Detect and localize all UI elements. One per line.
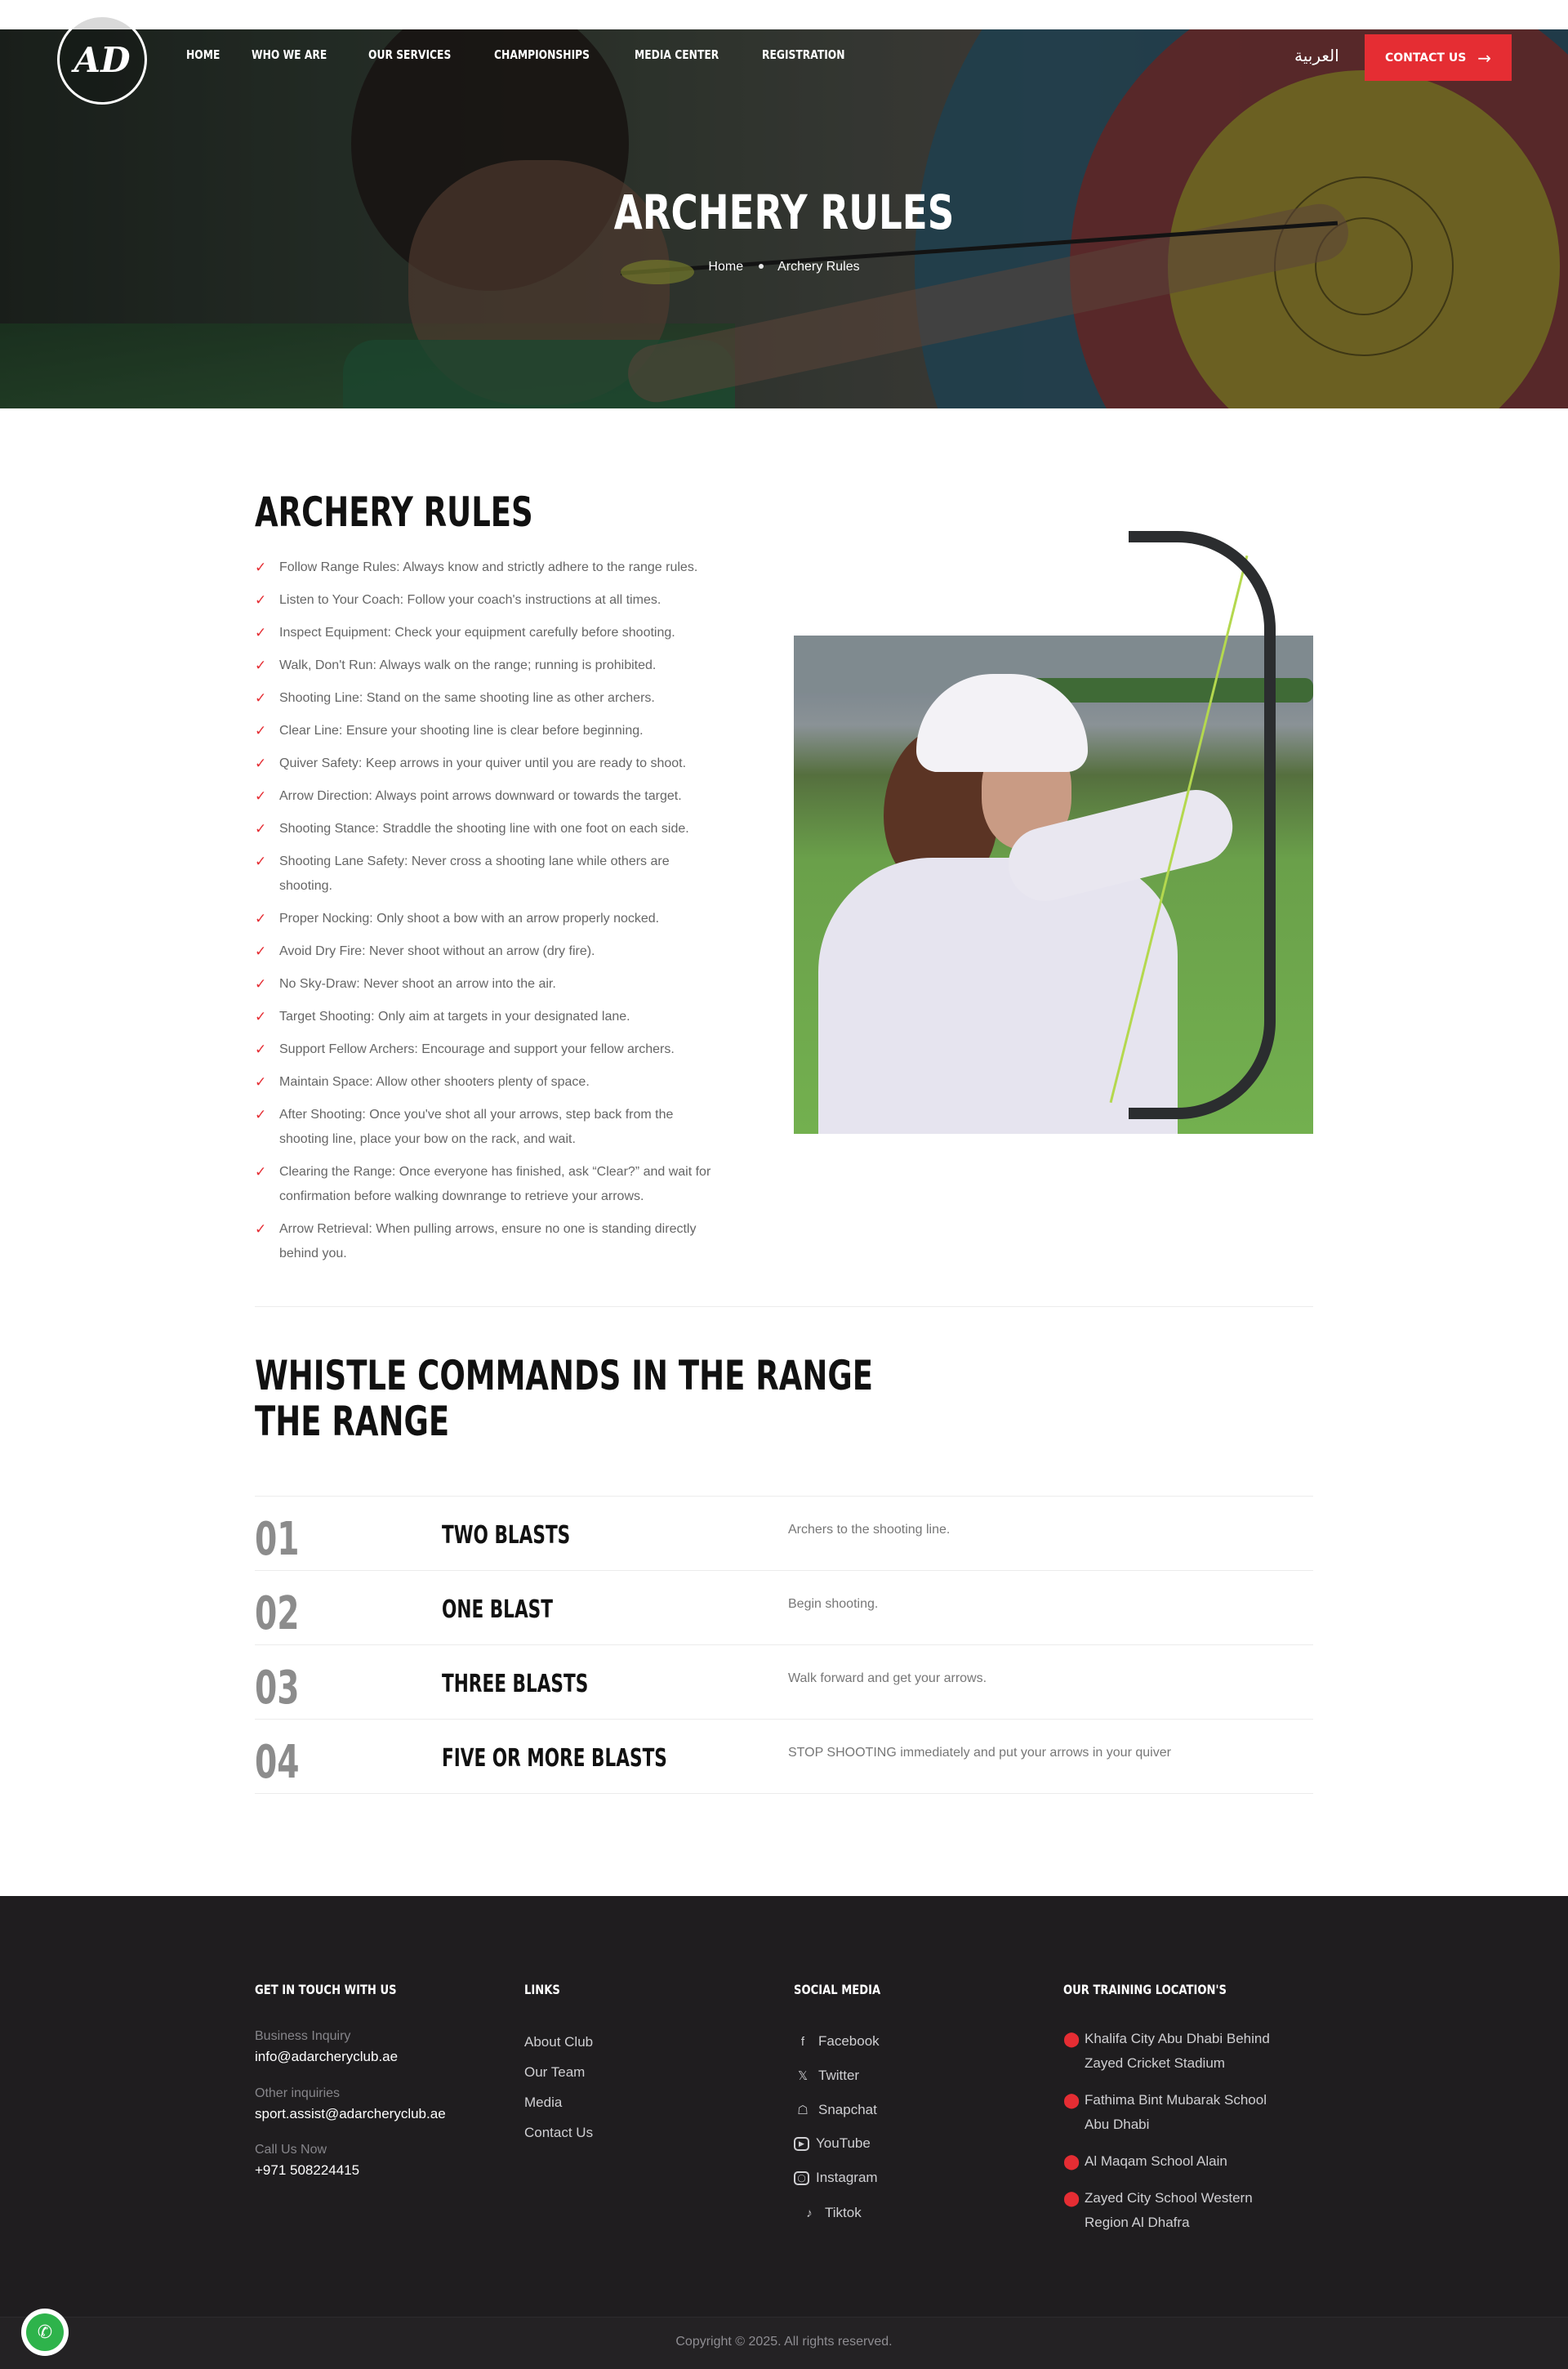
location-item: ⬤ Fathima Bint Mubarak School Abu Dhabi xyxy=(1063,2088,1284,2137)
rules-title: ARCHERY RULES xyxy=(255,489,533,536)
list-item: ✓ Arrow Direction: Always point arrows downward or towards the target. xyxy=(255,784,720,809)
check-icon: ✓ xyxy=(255,756,267,771)
footer-link-about-club[interactable]: About Club xyxy=(524,2034,594,2050)
footer-link-media[interactable]: Media xyxy=(524,2095,563,2110)
list-item: ✓ Follow Range Rules: Always know and strictly adhere to the range rules. xyxy=(255,555,720,580)
list-item: ✓ Arrow Retrieval: When pulling arrows, ensure no one is standing directly behind you. xyxy=(255,1217,720,1266)
command-number: 04 xyxy=(255,1736,300,1789)
nav-registration[interactable]: REGISTRATION xyxy=(762,47,845,62)
command-name: THREE BLASTS xyxy=(442,1670,589,1698)
nav-championships[interactable]: CHAMPIONSHIPS xyxy=(493,47,590,62)
footer-social-heading: SOCIAL MEDIA xyxy=(794,1982,881,1997)
logo-mark-icon: AD xyxy=(74,39,131,80)
list-item: ✓ Proper Nocking: Only shoot a bow with an arrow properly nocked. xyxy=(255,907,720,931)
bow-illustration xyxy=(1129,531,1276,1119)
list-item: ✓ Maintain Space: Allow other shooters plenty of space. xyxy=(255,1070,720,1095)
check-icon: ✓ xyxy=(255,911,267,926)
list-item: ✓ After Shooting: Once you've shot all your arrows, step back from the shooting line, place your bow on the rack, and wait. xyxy=(255,1103,720,1152)
arrow-right-icon: → xyxy=(1477,47,1492,68)
section-divider xyxy=(255,1306,1313,1307)
location-pin-icon: ⬤ xyxy=(1063,2190,1080,2206)
command-number: 01 xyxy=(255,1513,300,1566)
check-icon: ✓ xyxy=(255,658,267,673)
whatsapp-icon: ✆ xyxy=(26,2313,64,2351)
check-icon: ✓ xyxy=(255,976,267,992)
footer xyxy=(0,1896,1568,2369)
location-pin-icon: ⬤ xyxy=(1063,2092,1080,2108)
main-nav xyxy=(186,47,863,62)
phone-link[interactable]: +971 508224415 xyxy=(255,2162,360,2178)
check-icon: ✓ xyxy=(255,592,267,608)
location-pin-icon: ⬤ xyxy=(1063,2031,1080,2047)
social-snapchat[interactable]: ☖ Snapchat xyxy=(794,2101,877,2119)
business-email-link[interactable]: info@adarcheryclub.ae xyxy=(255,2049,399,2064)
archer-photo xyxy=(794,515,1313,1134)
other-email-link[interactable]: sport.assist@adarcheryclub.ae xyxy=(255,2106,446,2121)
command-description: Walk forward and get your arrows. xyxy=(788,1671,987,1685)
check-icon: ✓ xyxy=(255,560,267,575)
table-row xyxy=(255,1645,1313,1720)
command-description: Begin shooting. xyxy=(788,1597,879,1611)
breadcrumb-current: Archery Rules xyxy=(777,260,860,274)
tiktok-icon: ♪ xyxy=(806,2206,813,2220)
list-item: ✓ Quiver Safety: Keep arrows in your quiver until you are ready to shoot. xyxy=(255,752,720,776)
location-item: ⬤ Khalifa City Abu Dhabi Behind Zayed Cricket Stadium xyxy=(1063,2027,1284,2076)
location-item: ⬤ Zayed City School Western Region Al Dhafra xyxy=(1063,2186,1284,2235)
check-icon: ✓ xyxy=(255,625,267,640)
table-row xyxy=(255,1720,1313,1794)
social-facebook[interactable]: f Facebook xyxy=(794,2032,880,2050)
nav-home[interactable]: HOME xyxy=(186,47,220,62)
rules-list xyxy=(255,555,720,1274)
social-tiktok[interactable]: ♪ Tiktok xyxy=(800,2204,862,2222)
command-number: 03 xyxy=(255,1662,300,1715)
footer-link-our-team[interactable]: Our Team xyxy=(524,2064,586,2080)
command-name: FIVE OR MORE BLASTS xyxy=(442,1744,667,1773)
table-row xyxy=(255,1497,1313,1571)
copyright-text: Copyright © 2025. All rights reserved. xyxy=(675,2335,893,2349)
command-name: ONE BLAST xyxy=(442,1595,553,1624)
language-switch[interactable]: العربية xyxy=(1294,46,1339,65)
check-icon: ✓ xyxy=(255,1164,267,1180)
list-item: ✓ Shooting Stance: Straddle the shooting line with one foot on each side. xyxy=(255,817,720,841)
table-row xyxy=(255,1571,1313,1645)
check-icon: ✓ xyxy=(255,1074,267,1090)
breadcrumb-separator-icon xyxy=(759,264,764,269)
hero-title: ARCHERY RULES xyxy=(613,185,955,240)
breadcrumb xyxy=(0,260,1568,274)
check-icon: ✓ xyxy=(255,723,267,738)
check-icon: ✓ xyxy=(255,944,267,959)
social-instagram[interactable]: ◯ Instagram xyxy=(794,2170,878,2186)
check-icon: ✓ xyxy=(255,788,267,804)
command-name: TWO BLASTS xyxy=(442,1521,571,1550)
list-item: ✓ Walk, Don't Run: Always walk on the range; running is prohibited. xyxy=(255,654,720,678)
club-logo[interactable] xyxy=(57,15,147,105)
breadcrumb-home[interactable]: Home xyxy=(708,260,744,274)
list-item: ✓ No Sky-Draw: Never shoot an arrow into the air. xyxy=(255,972,720,997)
footer-contact-heading: GET IN TOUCH WITH US xyxy=(255,1982,397,1997)
command-description: STOP SHOOTING immediately and put your arrows in your quiver xyxy=(788,1746,1171,1760)
business-inquiry-label: Business Inquiry xyxy=(255,2029,351,2043)
nav-who-we-are[interactable]: WHO WE ARE xyxy=(252,47,327,62)
list-item: ✓ Shooting Line: Stand on the same shooting line as other archers. xyxy=(255,686,720,711)
check-icon: ✓ xyxy=(255,1221,267,1237)
command-description: Archers to the shooting line. xyxy=(788,1523,951,1537)
snapchat-ghost-icon: ☖ xyxy=(797,2104,808,2117)
check-icon: ✓ xyxy=(255,1107,267,1122)
check-icon: ✓ xyxy=(255,854,267,869)
youtube-icon: ▶ xyxy=(794,2137,809,2151)
other-inquiries-label: Other inquiries xyxy=(255,2086,341,2100)
instagram-icon: ◯ xyxy=(794,2171,809,2185)
list-item: ✓ Avoid Dry Fire: Never shoot without an arrow (dry fire). xyxy=(255,939,720,964)
location-item: ⬤ Al Maqam School Alain xyxy=(1063,2149,1284,2174)
list-item: ✓ Inspect Equipment: Check your equipment carefully before shooting. xyxy=(255,621,720,645)
call-us-label: Call Us Now xyxy=(255,2143,327,2157)
location-pin-icon: ⬤ xyxy=(1063,2153,1080,2170)
list-item: ✓ Listen to Your Coach: Follow your coach's instructions at all times. xyxy=(255,588,720,613)
list-item: ✓ Target Shooting: Only aim at targets in your designated lane. xyxy=(255,1005,720,1029)
contact-us-button[interactable] xyxy=(1365,34,1512,81)
list-item: ✓ Support Fellow Archers: Encourage and support your fellow archers. xyxy=(255,1037,720,1062)
check-icon: ✓ xyxy=(255,690,267,706)
check-icon: ✓ xyxy=(255,1009,267,1024)
nav-media-center[interactable]: MEDIA CENTER xyxy=(635,47,719,62)
nav-our-services[interactable]: OUR SERVICES xyxy=(368,47,452,62)
whistle-title: WHISTLE COMMANDS IN THE RANGE THE RANGE xyxy=(255,1352,873,1445)
list-item: ✓ Clear Line: Ensure your shooting line is clear before beginning. xyxy=(255,719,720,743)
social-youtube[interactable]: ▶ YouTube xyxy=(794,2135,871,2152)
contact-us-label: CONTACT US xyxy=(1384,51,1467,65)
check-icon: ✓ xyxy=(255,1042,267,1057)
footer-links-heading: LINKS xyxy=(524,1982,560,1997)
social-twitter[interactable]: 𝕏 Twitter xyxy=(794,2067,859,2085)
check-icon: ✓ xyxy=(255,821,267,837)
x-twitter-icon: 𝕏 xyxy=(797,2069,808,2083)
footer-link-contact-us[interactable]: Contact Us xyxy=(524,2125,594,2140)
list-item: ✓ Clearing the Range: Once everyone has finished, ask “Clear?” and wait for confirmation before walking downrange to retrieve your arrows. xyxy=(255,1160,720,1209)
list-item: ✓ Shooting Lane Safety: Never cross a shooting lane while others are shooting. xyxy=(255,850,720,899)
command-number: 02 xyxy=(255,1587,300,1640)
footer-locations-heading: OUR TRAINING LOCATION'S xyxy=(1063,1982,1227,1997)
whatsapp-button[interactable] xyxy=(21,2309,69,2356)
facebook-icon: f xyxy=(800,2034,805,2049)
